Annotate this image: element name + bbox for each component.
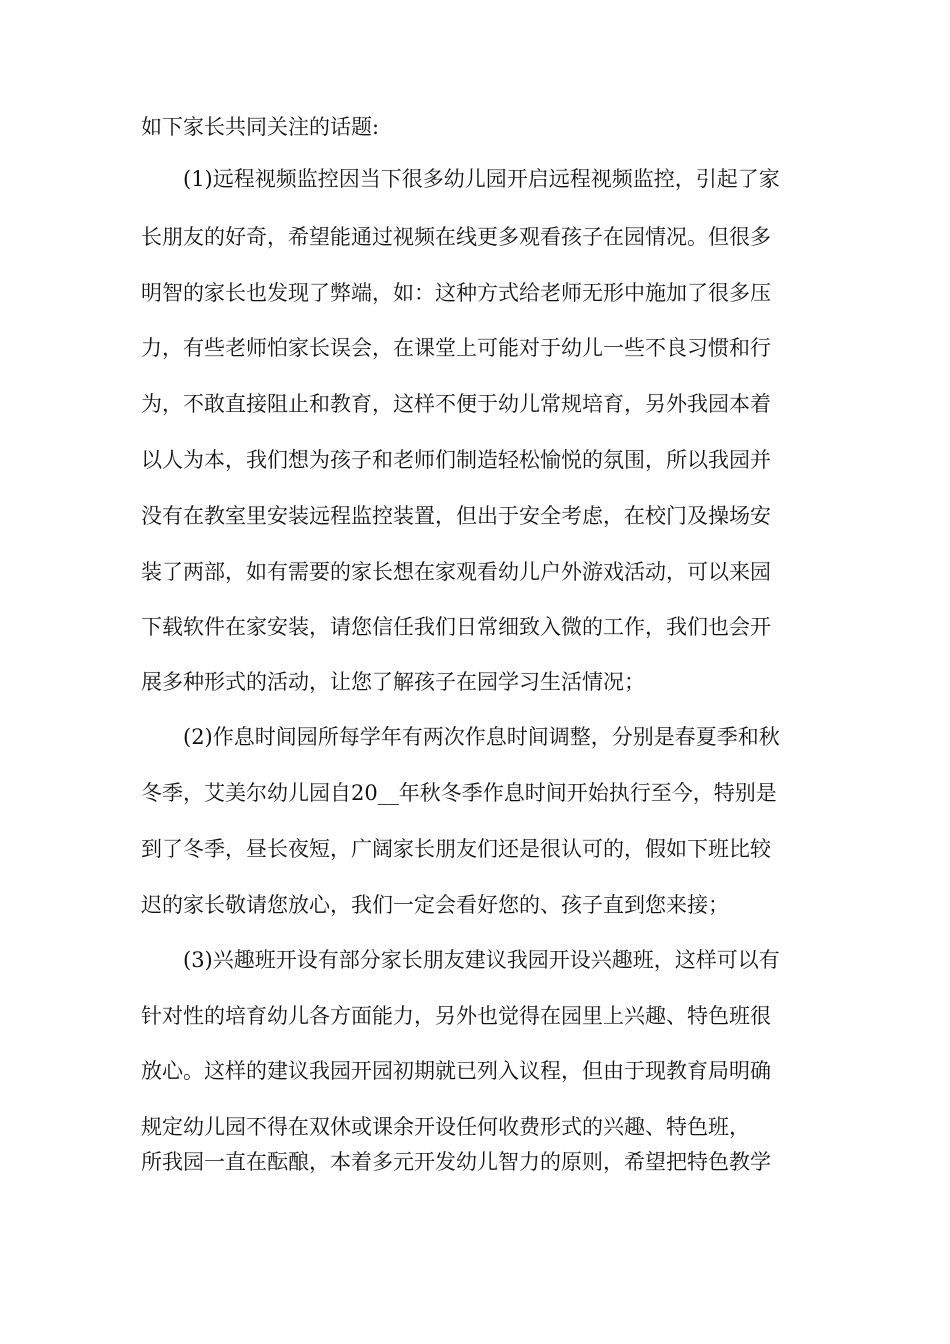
text-line: 长朋友的好奇，希望能通过视频在线更多观看孩子在园情况。但很多	[141, 225, 771, 249]
text-line: 以人为本，我们想为孩子和老师们制造轻松愉悦的氛围，所以我园并	[141, 448, 771, 472]
paragraph-1-start: (1)远程视频监控因当下很多幼儿园开启远程视频监控，引起了家	[183, 167, 780, 191]
text-line: 下载软件在家安装，请您信任我们日常细致入微的工作，我们也会开	[141, 615, 771, 639]
text-line: 展多种形式的活动，让您了解孩子在园学习生活情况；	[141, 670, 645, 694]
paragraph-2-start: (2)作息时间园所每学年有两次作息时间调整，分别是春夏季和秋	[183, 725, 780, 749]
text-line: 如下家长共同关注的话题:	[141, 115, 380, 139]
paragraph-3-start: (3)兴趣班开设有部分家长朋友建议我园开设兴趣班，这样可以有	[183, 948, 780, 972]
text-line: 为，不敢直接阻止和教育，这样不便于幼儿常规培育，另外我园本着	[141, 392, 771, 416]
text-line: 规定幼儿园不得在双休或课余开设任何收费形式的兴趣、特色班，	[141, 1115, 750, 1139]
text-line: 到了冬季，昼长夜短，广阔家长朋友们还是很认可的，假如下班比较	[141, 837, 771, 861]
text-line: 针对性的培育幼儿各方面能力，另外也觉得在园里上兴趣、特色班很	[141, 1004, 771, 1028]
text-line: 放心。这样的建议我园开园初期就已列入议程，但由于现教育局明确	[141, 1059, 771, 1083]
text-line: 明智的家长也发现了弊端，如：这种方式给老师无形中施加了很多压	[141, 281, 771, 305]
text-line: 力，有些老师怕家长误会，在课堂上可能对于幼儿一些不良习惯和行	[141, 336, 771, 360]
text-line: 迟的家长敬请您放心，我们一定会看好您的、孩子直到您来接；	[141, 893, 729, 917]
text-line: 没有在教室里安装远程监控装置，但出于安全考虑，在校门及操场安	[141, 504, 771, 528]
text-line: 冬季，艾美尔幼儿园自20__年秋冬季作息时间开始执行至今，特别是	[141, 781, 777, 805]
text-line: 所我园一直在酝酿，本着多元开发幼儿智力的原则，希望把特色教学	[141, 1150, 771, 1174]
text-line: 装了两部，如有需要的家长想在家观看幼儿户外游戏活动，可以来园	[141, 560, 771, 584]
